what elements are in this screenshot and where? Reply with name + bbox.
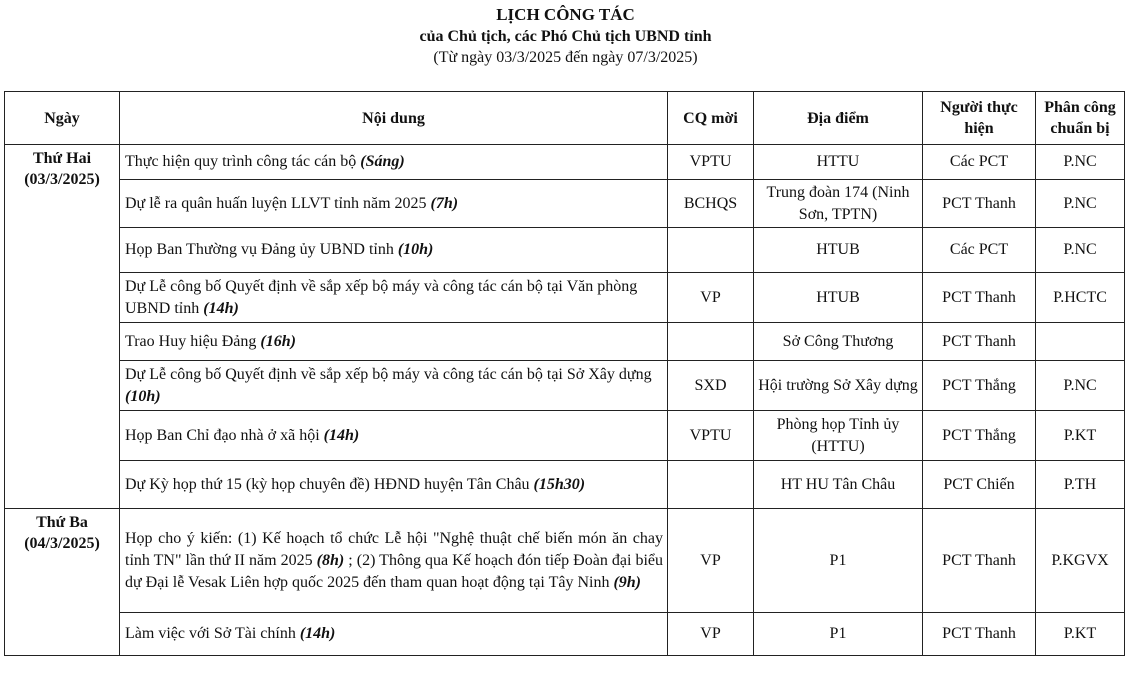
content-text: Trao Huy hiệu Đảng — [125, 332, 261, 350]
content-time: (14h) — [203, 299, 239, 317]
location-cell: HTUB — [754, 228, 923, 273]
content-cell — [120, 228, 668, 273]
prep-cell: P.KT — [1036, 613, 1125, 656]
table-row — [5, 411, 1125, 461]
content-cell — [120, 461, 668, 509]
location-cell: Hội trường Sở Xây dựng — [754, 361, 923, 411]
inviter-cell: VPTU — [668, 145, 754, 180]
inviter-cell: SXD — [668, 361, 754, 411]
content-text: Dự Lễ công bố Quyết định về sắp xếp bộ máy và công tác cán bộ tại Văn phòng UBND tỉnh — [125, 277, 638, 317]
day-date: (04/3/2025) — [24, 535, 100, 552]
location-cell: HTTU — [754, 145, 923, 180]
content-time: (15h30) — [533, 475, 586, 493]
content-text: Dự lễ ra quân huấn luyện LLVT tỉnh năm 2025 — [125, 194, 431, 212]
prep-cell: P.KGVX — [1036, 509, 1125, 613]
content-text: Họp Ban Chỉ đạo nhà ở xã hội — [125, 426, 324, 444]
day-date: (03/3/2025) — [24, 171, 100, 188]
content-text: Họp Ban Thường vụ Đảng ủy UBND tỉnh — [125, 241, 398, 258]
location-cell: HT HU Tân Châu — [754, 461, 923, 509]
content-text: Làm việc với Sở Tài chính — [125, 625, 300, 642]
content-cell — [120, 509, 668, 613]
location-cell: Phòng họp Tỉnh ủy (HTTU) — [754, 411, 923, 461]
inviter-cell: VP — [668, 509, 754, 613]
document-subtitle: của Chủ tịch, các Phó Chủ tịch UBND tỉnh — [419, 28, 712, 45]
table-row — [5, 180, 1125, 228]
content-cell — [120, 323, 668, 361]
col-header-inviter: CQ mời — [668, 92, 754, 145]
inviter-cell — [668, 228, 754, 273]
table-row — [5, 228, 1125, 273]
col-header-performer: Người thực hiện — [923, 92, 1036, 145]
performer-cell: PCT Thắng — [923, 361, 1036, 411]
inviter-cell — [668, 323, 754, 361]
inviter-cell: VP — [668, 273, 754, 323]
performer-cell: Các PCT — [923, 228, 1036, 273]
content-time: (10h) — [125, 387, 161, 405]
content-cell — [120, 145, 668, 180]
performer-cell: PCT Thanh — [923, 180, 1036, 228]
content-time: (14h) — [323, 426, 360, 444]
prep-cell: P.HCTC — [1036, 273, 1125, 323]
col-header-prep: Phân công chuẩn bị — [1036, 92, 1125, 145]
prep-cell: P.NC — [1036, 180, 1125, 228]
content-time: (10h) — [397, 241, 434, 258]
content-time: (Sáng) — [360, 153, 405, 170]
prep-cell: P.NC — [1036, 145, 1125, 180]
content-text: Họp cho ý kiến: (1) Kế hoạch tổ chức Lễ hội "Nghệ thuật chế biến món ăn chay tỉnh TN" lần thứ II năm 2025 — [125, 529, 663, 569]
content-cell — [120, 411, 668, 461]
content-cell — [120, 180, 668, 228]
table-row — [5, 613, 1125, 656]
content-text: Dự Lễ công bố Quyết định về sắp xếp bộ máy và công tác cán bộ tại Sở Xây dựng — [125, 365, 652, 383]
inviter-cell: VP — [668, 613, 754, 656]
table-row — [5, 509, 1125, 613]
day-cell — [5, 509, 120, 656]
document-title: LỊCH CÔNG TÁC — [496, 5, 635, 24]
schedule-table — [4, 91, 1125, 656]
location-cell: P1 — [754, 509, 923, 613]
location-cell: HTUB — [754, 273, 923, 323]
prep-cell: P.TH — [1036, 461, 1125, 509]
location-cell: Sở Công Thương — [754, 323, 923, 361]
content-cell — [120, 613, 668, 656]
date-range: (Từ ngày 03/3/2025 đến ngày 07/3/2025) — [433, 49, 698, 66]
prep-cell: P.KT — [1036, 411, 1125, 461]
content-time: (7h) — [430, 194, 459, 212]
content-text: ; (2) Thông qua Kế hoạch đón tiếp Đoàn đại biểu dự Đại lễ Vesak Liên hợp quốc 2025 đến tham quan hoạt động tại Tây Ninh — [125, 551, 664, 591]
location-cell: P1 — [754, 613, 923, 656]
performer-cell: PCT Thanh — [923, 613, 1036, 656]
day-cell — [5, 145, 120, 509]
performer-cell: PCT Thanh — [923, 323, 1036, 361]
day-name: Thứ Hai — [32, 150, 92, 167]
table-row — [5, 361, 1125, 411]
col-header-day: Ngày — [5, 92, 120, 145]
performer-cell: PCT Chiến — [923, 461, 1036, 509]
performer-cell: PCT Thanh — [923, 273, 1036, 323]
table-header-row — [5, 92, 1125, 145]
col-header-location: Địa điểm — [754, 92, 923, 145]
prep-cell — [1036, 323, 1125, 361]
prep-cell: P.NC — [1036, 228, 1125, 273]
inviter-cell: BCHQS — [668, 180, 754, 228]
col-header-content: Nội dung — [120, 92, 668, 145]
content-text: Dự Kỳ họp thứ 15 (kỳ họp chuyên đề) HĐND huyện Tân Châu — [125, 475, 534, 493]
inviter-cell — [668, 461, 754, 509]
inviter-cell: VPTU — [668, 411, 754, 461]
document-header — [0, 4, 1131, 68]
day-name: Thứ Ba — [36, 514, 88, 531]
content-time: (8h) — [316, 551, 345, 569]
performer-cell: PCT Thắng — [923, 411, 1036, 461]
performer-cell: Các PCT — [923, 145, 1036, 180]
location-cell: Trung đoàn 174 (Ninh Sơn, TPTN) — [754, 180, 923, 228]
content-time: (9h) — [613, 573, 642, 591]
content-cell — [120, 273, 668, 323]
content-cell — [120, 361, 668, 411]
content-time: (16h) — [260, 332, 296, 350]
table-row — [5, 273, 1125, 323]
performer-cell: PCT Thanh — [923, 509, 1036, 613]
content-time: (14h) — [299, 625, 336, 642]
prep-cell: P.NC — [1036, 361, 1125, 411]
table-row — [5, 461, 1125, 509]
content-text: Thực hiện quy trình công tác cán bộ — [125, 153, 361, 170]
table-row — [5, 323, 1125, 361]
table-row — [5, 145, 1125, 180]
